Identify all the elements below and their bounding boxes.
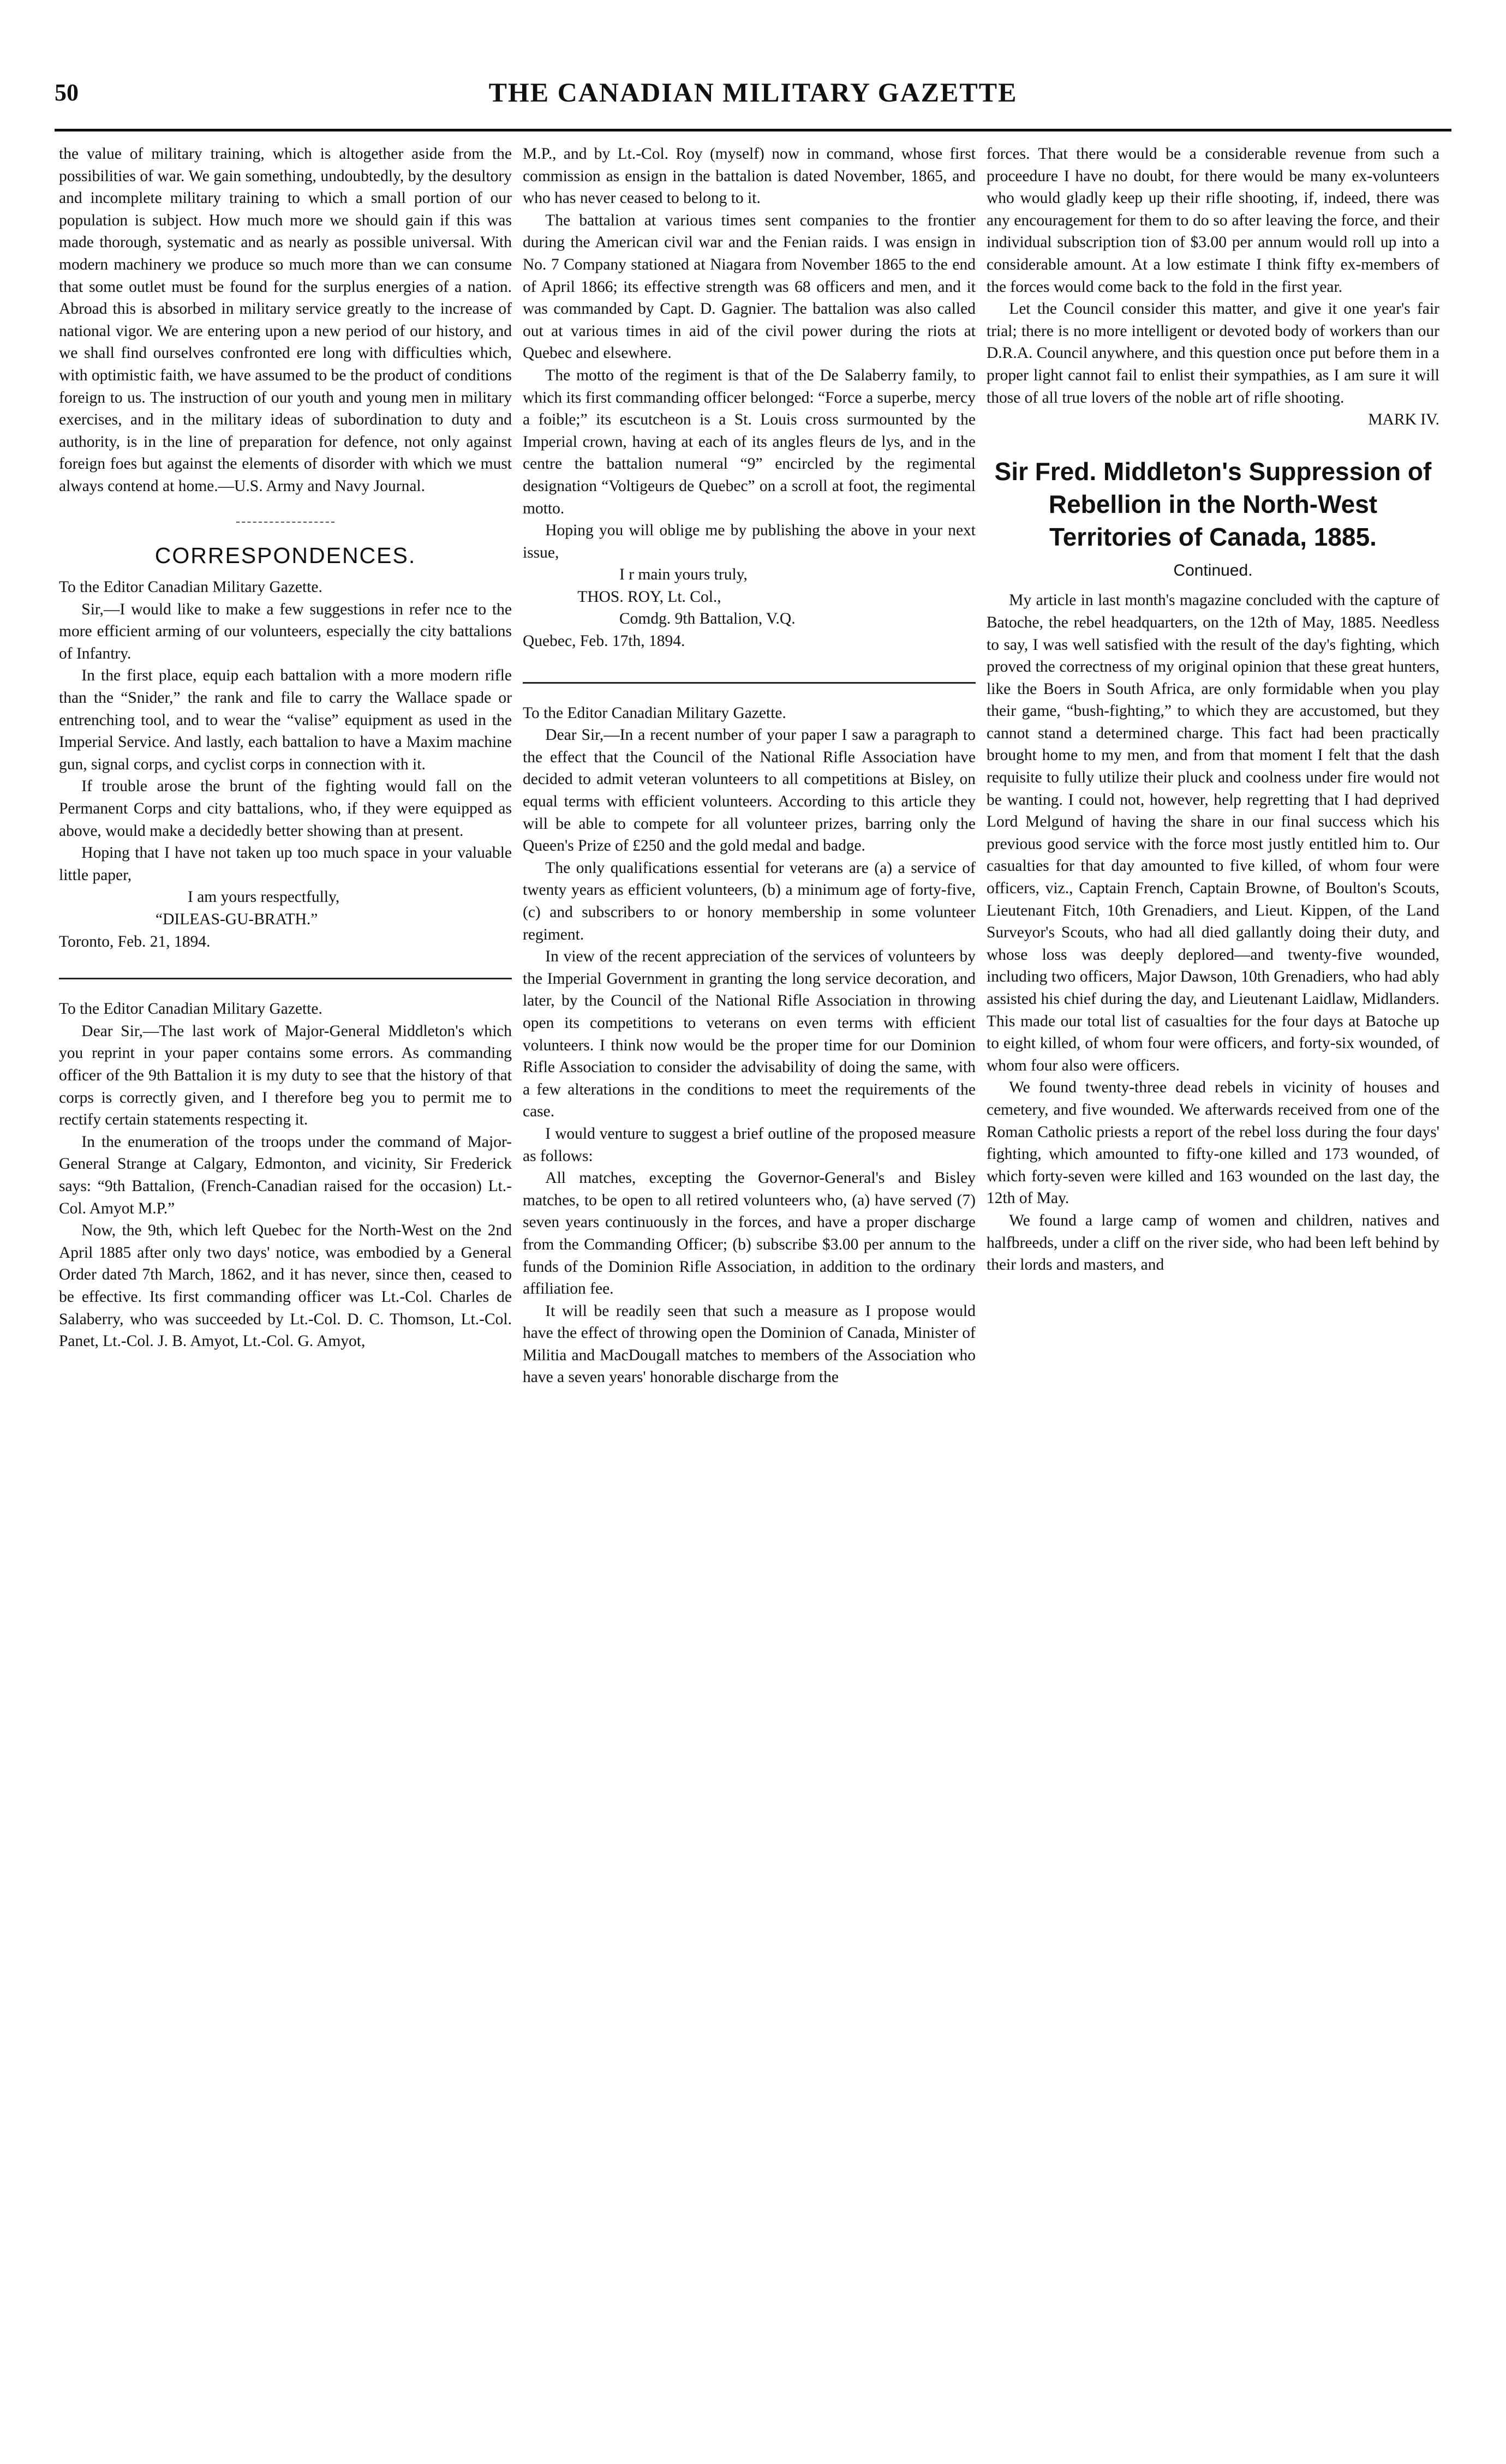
letter-1-paragraph: If trouble arose the brunt of the fighting would fall on the Permanent Corps and city battalions, who, if they were equipped as above, would make a decidedly better showing than at present. — [59, 778, 512, 840]
letter-3-paragraph: All matches, excepting the Governor-General's and Bisley matches, to be open to all retired volunteers who, (a) have served (7) seven years continuously in the forces, and have a proper discharge from the Commanding Officer; (b) subscribe $3.00 per annum to the funds of the Dominion Rifle Association, in addition to the ordinary affiliation fee. — [523, 1169, 976, 1298]
letter-1-signature: “DILEAS-GU-BRATH.” — [156, 911, 318, 928]
page-header — [55, 76, 1451, 127]
letter-3-addressee: To the Editor Canadian Military Gazette. — [523, 704, 786, 722]
letter-3-paragraph: In view of the recent appreciation of the services of volunteers by the Imperial Government in granting the long service decoration, and later, by the Council of the National Rifle Association in throwing open its competitions to veterans on even terms with efficient volunteers. I think now would be the proper time for our Dominion Rifle Association to consider the advisability of doing the same, with a few alterations in the conditions to meet the requirements of the case. — [523, 948, 976, 1121]
letter-3-paragraph: It will be readily seen that such a measure as I propose would have the effect of throwing open the Dominion of Canada, Minister of Militia and MacDougall matches to members of the Association who have a seven years' honorable discharge from the — [523, 1302, 976, 1386]
letter-3-paragraph: The only qualifications essential for veterans are (a) a service of twenty years as efficient volunteers, (b) a minimum age of forty-five, (c) and subscribers to or honory membership in some volunteer regiment. — [523, 859, 976, 943]
article-paragraph: My article in last month's magazine concluded with the capture of Batoche, the rebel headquarters, on the 12th of May, 1885. Needless to say, I was well satisfied with the result of the day's fighting, which proved the correctness of my original opinion that these great hunters, like the Boers in South Africa, are only formidable when you play their game, “bush-fighting,” to which they are accustomed, but they cannot stand a determined charge. This fact had been practically brought home to my men, and from that moment I felt that the dash requisite to fully utilize their pluck and coolness under fire would not be wanting. I could not, however, help regretting that I had deprived Lord Melgund of having the share in our final success which his previous good service with the force most justly entitled him to. Our casualties for that day amounted to five killed, of whom four were officers, viz., Captain French, Captain Browne, of Boulton's Scouts, Lieutenant Fitch, 10th Grenadiers, and Lieut. Kippen, of the Land Surveyor's Scouts, who had all died gallantly doing their duty, and whose loss was deeply deplored—and twenty-five wounded, including two officers, Major Dawson, 10th Grenadiers, who had ably assisted his chief during the day, and Lieutenant Laidlaw, Midlanders. This made our total list of casualties for the four days at Batoche up to eight killed, of whom four were officers, and forty-six wounded, of whom four also were officers. — [987, 591, 1439, 1074]
letter-1-paragraph: Sir,—I would like to make a few suggestions in refer nce to the more efficient arming of our volunteers, especially the city battalions of Infantry. — [59, 600, 512, 662]
letter-3-paragraph: I would venture to suggest a brief outline of the proposed measure as follows: — [523, 1125, 976, 1165]
article-continued-label: Continued. — [1173, 561, 1253, 579]
letter-1-closing: I am yours respectfully, — [188, 888, 340, 906]
letter-2-paragraph: In the enumeration of the troops under the command of Major-General Strange at Calgary, Edmonton, and vicinity, Sir Frederick says: “9th Battalion, (French-Canadian raised for the occasion) Lt.-Col. Amyot M.P.” — [59, 1133, 512, 1217]
letter-3-paragraph: Let the Council consider this matter, and give it one year's fair trial; there is no more intelligent or devoted body of workers than our D.R.A. Council anywhere, and this question once put before them in a proper light cannot fail to enlist their sympathies, as I am sure it will those of all true lovers of the noble art of rifle shooting. — [987, 300, 1439, 406]
column-3 — [987, 143, 1439, 1276]
letter-2-paragraph: The battalion at various times sent companies to the frontier during the American civil war and the Fenian raids. I was ensign in No. 7 Company stationed at Niagara from November 1865 to the end of April 1866; its effective strength was 68 officers and men, and it was commanded by Capt. D. Gagnier. The battalion was also called out at various times in aid of the civil power during the riots at Quebec and elsewhere. — [523, 211, 976, 362]
article-paragraph: We found a large camp of women and children, natives and halfbreeds, under a cliff on the river side, who had been left behind by their lords and masters, and — [987, 1211, 1439, 1274]
letter-2-addressee: To the Editor Canadian Military Gazette. — [59, 1000, 322, 1018]
column-1 — [59, 143, 512, 1353]
letter-1-paragraph: Hoping that I have not taken up too much space in your valuable little paper, — [59, 844, 512, 884]
letter-2-paragraph: The motto of the regiment is that of the De Salaberry family, to which its first commanding officer belonged: “Force a superbe, mercy a foible;” its escutcheon is a St. Louis cross surmounted by the Imperial crown, having at each of its angles fleurs de lys, and in the centre the battalion numeral “9” encircled by the regimental designation “Voltigeurs de Quebec” on a scroll at foot, the regimental motto. — [523, 366, 976, 517]
column-2 — [523, 143, 976, 1389]
letter-1-dateline: Toronto, Feb. 21, 1894. — [59, 932, 211, 950]
letter-2-paragraph: Hoping you will oblige me by publishing the above in your next issue, — [523, 522, 976, 561]
correspondences-heading: CORRESPONDENCES. — [154, 542, 416, 568]
letter-divider — [523, 682, 976, 684]
letter-3-paragraph: Dear Sir,—In a recent number of your paper I saw a paragraph to the effect that the Council of the National Rifle Association have decided to admit veteran volunteers to all competitions at Bisley, on equal terms with efficient volunteers. According to this article they will be able to compete for all volunteer prizes, barring only the Queen's Prize of £250 and the gold medal and badge. — [523, 726, 976, 855]
masthead-title: THE CANADIAN MILITARY GAZETTE — [488, 77, 1018, 107]
letter-3-continued: forces. That there would be a considerable revenue from such a proceedure I have no doubt, for there would be many ex-volunteers who would gladly keep up their rifle shooting, if, indeed, there was any encouragement for them to do so after leaving the force, and their individual subscription tion of $3.00 per annum would roll up into a considerable amount. At a low estimate I think fifty ex-members of the forces would come back to the fold in the first year. — [987, 145, 1439, 296]
letter-2-closing: I r main yours truly, — [619, 566, 748, 584]
letter-2-title: Comdg. 9th Battalion, V.Q. — [619, 610, 796, 628]
letter-2-paragraph: Now, the 9th, which left Quebec for the North-West on the 2nd April 1885 after only two days' notice, was embodied by a General Order dated 7th March, 1862, and it has never, since then, ceased to be effective. Its first commanding officer was Lt.-Col. Charles de Salaberry, who was succeeded by Lt.-Col. D. C. Thomson, Lt.-Col. Panet, Lt.-Col. J. B. Amyot, Lt.-Col. G. Amyot, — [59, 1222, 512, 1350]
letter-1-paragraph: In the first place, equip each battalion with a more modern rifle than the “Snider,” the rank and file to carry the Wallace spade or entrenching tool, and to wear the “valise” equipment as used in the Imperial Service. And lastly, each battalion to have a Maxim machine gun, signal corps, and cyclist corps in connection with it. — [59, 667, 512, 773]
letter-2-continued: M.P., and by Lt.-Col. Roy (myself) now in command, whose first commission as ensign in the battalion is dated November, 1865, and who has never ceased to belong to it. — [523, 145, 976, 207]
letter-3-signature: MARK IV. — [1368, 411, 1439, 429]
letter-2-dateline: Quebec, Feb. 17th, 1894. — [523, 632, 685, 650]
header-rule — [55, 129, 1451, 131]
letter-1-addressee: To the Editor Canadian Military Gazette. — [59, 578, 322, 596]
letter-2-paragraph: Dear Sir,—The last work of Major-General Middleton's which you reprint in your paper contains some errors. As commanding officer of the 9th Battalion it is my duty to see that the history of that corps is correctly given, and I therefore beg you to permit me to rectify certain statements respecting it. — [59, 1022, 512, 1129]
article-paragraph: We found twenty-three dead rebels in vicinity of houses and cemetery, and five wounded. We afterwards received from one of the Roman Catholic priests a report of the rebel loss during the four days' fighting, which amounted to fifty-one killed and 173 wounded, of which forty-seven were killed and 163 wounded on the last day, the 12th of May. — [987, 1079, 1439, 1207]
army-journal-text: the value of military training, which is altogether aside from the possibilities of war. We gain something, undoubtedly, by the desultory and incomplete military training to which a small portion of our population is subject. How much more we should gain if this was made thorough, systematic and as nearly as possible universal. With modern machinery we produce so much more than we can consume that some outlet must be found for the surplus energies of a nation. Abroad this is absorbed in military service greatly to the increase of national vigor. We are entering upon a new period of our history, and we shall find ourselves confronted ere long with difficulties which, with optimistic faith, we have assumed to be the product of conditions foreign to us. The instruction of our youth and young men in military exercises, and in the military ideas of subordination to duty and authority, is in the line of preparation for defence, not only against foreign foes but against the elements of disorder with which we must always contend at home.—U.S. Army and Navy Journal. — [59, 145, 512, 495]
page-number: 50 — [55, 79, 79, 106]
letter-divider — [59, 978, 512, 979]
section-divider — [236, 522, 334, 523]
article-title: Sir Fred. Middleton's Suppression of Rebellion in the North-West Territories of Canada, 1885. — [994, 457, 1432, 551]
letter-2-signature: THOS. ROY, Lt. Col., — [577, 588, 721, 606]
